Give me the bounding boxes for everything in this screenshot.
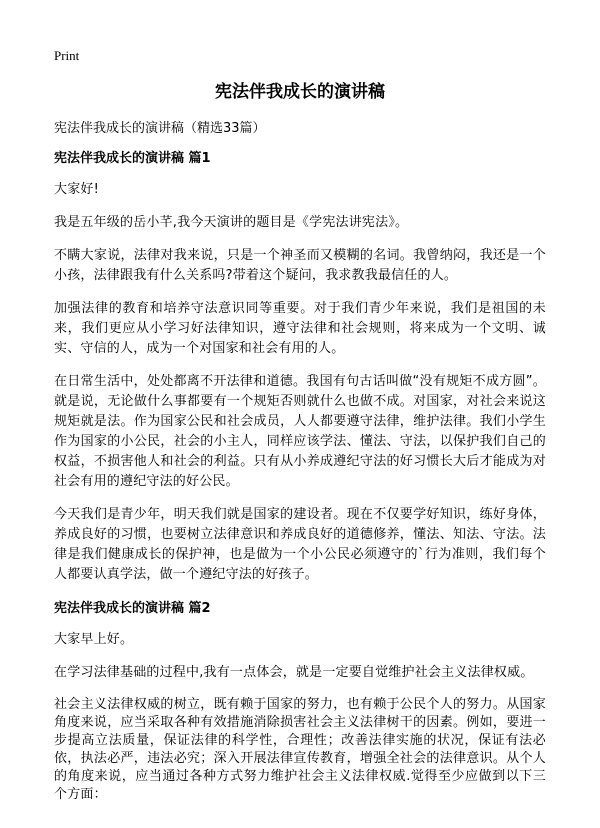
paragraph: 今天我们是青少年，明天我们就是国家的建设者。现在不仅要学好知识，练好身体，养成良好的习惯，也要树立法律意识和养成良好的道德修养，懂法、知法、守法。法律是我们健康成长的保护神，也是做为一个小公民必须遵守的`行为准则，我们每个人都要认真学法，做一个遵纪守法的好孩子。 (54, 507, 546, 582)
paragraph: 社会主义法律权威的树立，既有赖于国家的努力，也有赖于公民个人的努力。从国家角度来说，应当采取各种有效措施消除损害社会主义法律树干的因素。例如，要进一步提高立法质量，保证法律的科学性，合理性；改善法律实施的状况，保证有法必依，执法必严，违法必究；深入开展法律宣传教育，增强全社会的法律意识。从个人的角度来说，应当通过各种方式努力维护社会主义法律权威.觉得至少应做到以下三个方面： (54, 697, 546, 802)
paragraph: 我是五年级的岳小芊,我今天演讲的题目是《学宪法讲宪法》。 (54, 215, 409, 230)
page-title: 宪法伴我成长的演讲稿 (215, 82, 385, 102)
section-heading: 宪法伴我成长的演讲稿 篇2 (54, 601, 211, 616)
paragraph: 大家好! (54, 182, 100, 197)
document-subtitle: 宪法伴我成长的演讲稿（精选33篇） (54, 121, 266, 136)
section-heading: 宪法伴我成长的演讲稿 篇1 (54, 151, 211, 166)
paragraph: 加强法律的教育和培养守法意识同等重要。对于我们青少年来说，我们是祖国的未来，我们更应从小学习好法律知识，遵守法律和社会规则，将来成为一个文明、诚实、守信的人，成为一个对国家和社会有用的人。 (54, 301, 546, 356)
paragraph: 不瞒大家说，法律对我来说，只是一个神圣而又模糊的名词。我曾纳闷，我还是一个小孩，法律跟我有什么关系吗?带着这个疑问，我求教我最信任的人。 (54, 248, 546, 283)
paragraph: 在学习法律基础的过程中,我有一点体会，就是一定要自觉维护社会主义法律权威。 (54, 665, 534, 680)
section-2 (54, 600, 546, 804)
document-body (54, 150, 546, 817)
print-link[interactable]: Print (54, 48, 80, 63)
paragraph: 在日常生活中，处处都离不开法律和道德。我国有句古话叫做“没有规矩不成方圆”。就是说，无论做什么事都要有一个规矩否则就什么也做不成。对国家，对社会来说这规矩就是法。作为国家公民和社会成员，人人都要遵守法律，维护法律。我们小学生作为国家的小公民，社会的小主人，同样应该学法、懂法、守法，以保护我们自己的权益，不损害他人和社会的利益。只有从小养成遵纪守法的好习惯长大后才能成为对社会有用的遵纪守法的好公民。 (54, 374, 546, 489)
paragraph: 大家早上好。 (54, 632, 134, 647)
section-1 (54, 150, 546, 585)
